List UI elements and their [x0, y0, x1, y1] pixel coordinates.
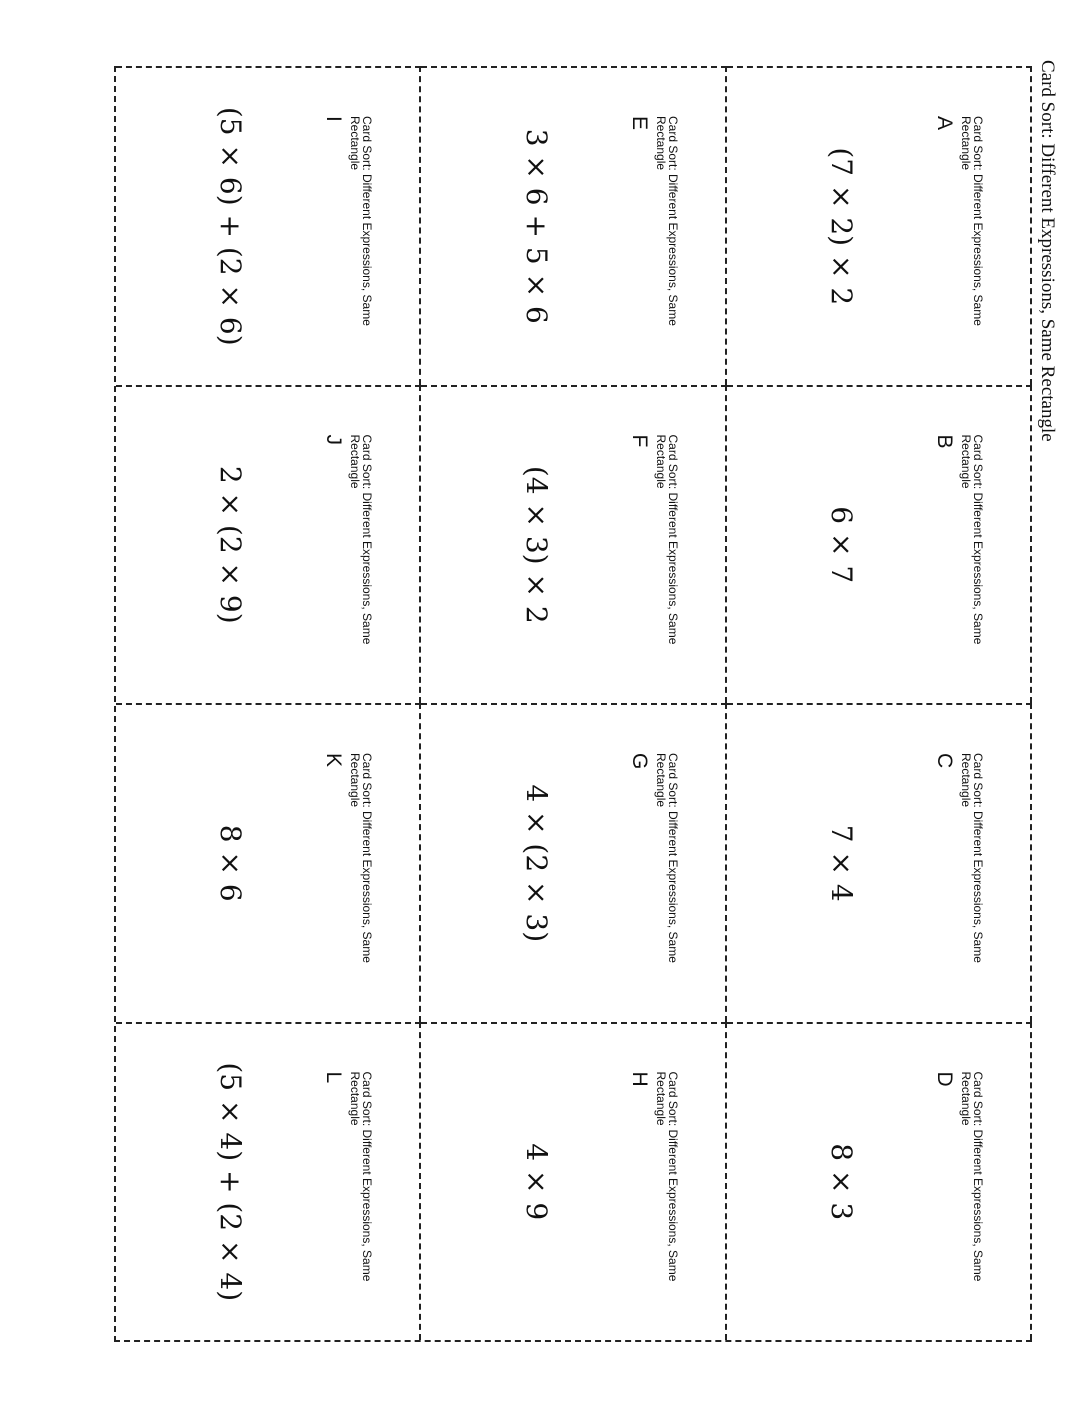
- card-expression: 4 × 9: [519, 1143, 553, 1221]
- card-caption: Card Sort: Different Expressions, Same Rectangle: [959, 434, 985, 645]
- card-expression: (7 × 2) × 2: [825, 147, 858, 306]
- card-letter: I: [322, 116, 346, 122]
- card-b: [727, 385, 1032, 704]
- card-expression: 2 × (2 × 9): [214, 465, 248, 624]
- card-caption: Card Sort: Different Expressions, Same Rectangle: [348, 116, 375, 326]
- card-caption: Card Sort: Different Expressions, Same Rectangle: [348, 434, 375, 645]
- card-grid: [114, 66, 1032, 1342]
- card-i: [116, 66, 421, 385]
- card-expression: (4 × 3) × 2: [519, 465, 553, 624]
- card-expression: 7 × 4: [825, 824, 858, 902]
- card-k: [116, 703, 421, 1022]
- card-caption: Card Sort: Different Expressions, Same Rectangle: [348, 753, 375, 963]
- card-caption: Card Sort: Different Expressions, Same Rectangle: [959, 753, 985, 963]
- card-expression: 4 × (2 × 3): [519, 784, 553, 943]
- card-caption: Card Sort: Different Expressions, Same Rectangle: [653, 1071, 680, 1282]
- card-expression: (5 × 4) + (2 × 4): [214, 1062, 248, 1302]
- card-letter: J: [322, 434, 346, 445]
- card-h: [421, 1022, 726, 1341]
- card-letter: G: [627, 753, 651, 770]
- card-letter: F: [627, 434, 651, 448]
- page-title: Card Sort: Different Expressions, Same Rectangle: [1037, 60, 1058, 442]
- card-letter: L: [322, 1071, 346, 1084]
- card-j: [116, 385, 421, 704]
- card-caption: Card Sort: Different Expressions, Same Rectangle: [653, 434, 680, 645]
- card-letter: K: [322, 753, 346, 768]
- card-g: [421, 703, 726, 1022]
- card-expression: (5 × 6) + (2 × 6): [214, 106, 248, 346]
- card-letter: C: [933, 753, 956, 769]
- card-f: [421, 385, 726, 704]
- card-c: [727, 703, 1032, 1022]
- card-caption: Card Sort: Different Expressions, Same Rectangle: [653, 116, 680, 326]
- card-expression: 8 × 3: [825, 1143, 858, 1221]
- card-letter: E: [627, 116, 651, 131]
- card-caption: Card Sort: Different Expressions, Same Rectangle: [959, 1071, 985, 1282]
- card-expression: 6 × 7: [825, 506, 858, 584]
- card-a: [727, 66, 1032, 385]
- card-l: [116, 1022, 421, 1341]
- card-caption: Card Sort: Different Expressions, Same Rectangle: [653, 753, 680, 963]
- card-letter: H: [627, 1071, 651, 1087]
- card-caption: Card Sort: Different Expressions, Same Rectangle: [348, 1071, 375, 1282]
- card-expression: 8 × 6: [214, 824, 248, 902]
- card-caption: Card Sort: Different Expressions, Same Rectangle: [959, 116, 985, 326]
- card-letter: D: [933, 1071, 956, 1087]
- card-expression: 3 × 6 + 5 × 6: [519, 128, 553, 324]
- card-letter: A: [933, 116, 956, 131]
- card-e: [421, 66, 726, 385]
- card-d: [727, 1022, 1032, 1341]
- card-letter: B: [933, 434, 956, 449]
